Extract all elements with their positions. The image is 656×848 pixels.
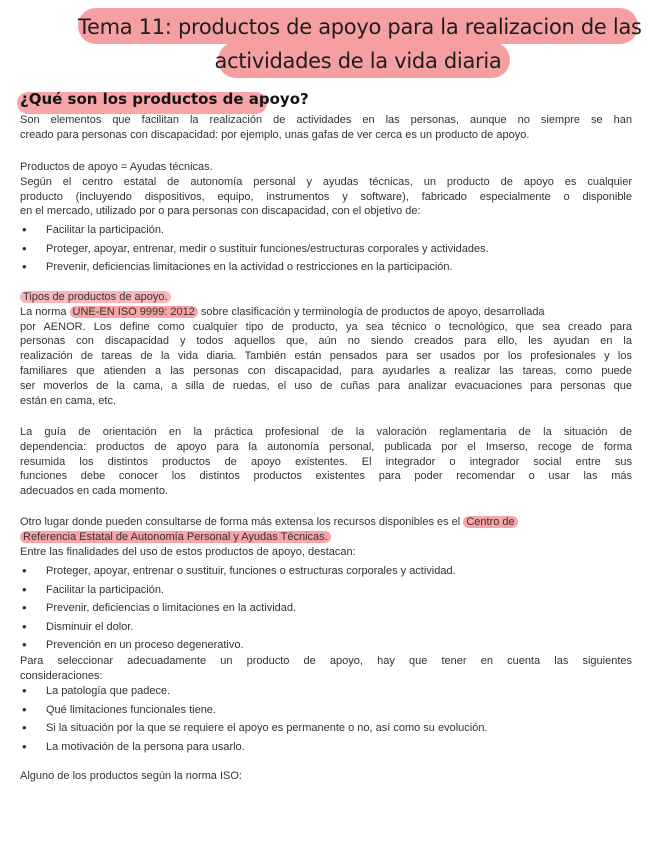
centro-highlight-2: Referencia Estatal de Autonomía Personal y Ayudas Técnicas. — [20, 531, 331, 543]
text-line: están en cama, etc. — [20, 394, 116, 407]
text-line: Según el centro estatal de autonomía personal y ayudas técnicas, un producto de apoyo es cualquier — [20, 175, 632, 188]
text-line: en el mercado, utilizado por o para personas con discapacidad, con el objetivo de: — [20, 205, 421, 218]
list-item: • Prevenir, deficiencias o limitaciones en la actividad. — [20, 599, 632, 618]
list-item: • La patología que padece. — [20, 682, 632, 701]
list-item: • Prevenir, deficiencias limitaciones en la actividad o restricciones en la participación. — [20, 258, 632, 277]
list-item: • Proteger, apoyar, entrenar, medir o sustituir funciones/estructuras corporales y actividades. — [20, 240, 632, 259]
text-line: producto (incluyendo dispositivos, equipo, instrumentos y software), fabricado especialmente o disponible — [20, 190, 632, 203]
title-block — [78, 6, 642, 84]
text-line: creado para personas con discapacidad: por ejemplo, unas gafas de ver cerca es un producto de apoyo. — [20, 128, 530, 141]
finalidades-intro: Entre las finalidades del uso de estos productos de apoyo, destacan: — [20, 545, 356, 558]
text-line: adecuados en cada momento. — [20, 485, 168, 498]
list-item: • Si la situación por la que se requiere el apoyo es permanente o no, así como su evolución. — [20, 719, 632, 738]
ayudas-paragraph — [20, 160, 632, 219]
page-title-line-1: Tema 11: productos de apoyo para la realizacion de las — [78, 15, 642, 39]
text-line: familiares que atienden a las personas con discapacidad, para ayudarles a realizar las tareas, como puede — [20, 364, 632, 377]
centro-highlight-1: Centro de — [463, 516, 517, 528]
text-span: Otro lugar donde pueden consultarse de forma más extensa los recursos disponibles es el — [20, 516, 461, 528]
text-span: sobre clasificación y terminología de productos de apoyo, desarrollada — [200, 305, 545, 318]
page-title-line-2: actividades de la vida diaria — [214, 49, 502, 73]
text-line: Son elementos que facilitan la realización de actividades en las personas, aunque no siempre se han — [20, 114, 632, 126]
closing-line: Alguno de los productos según la norma ISO: — [20, 770, 242, 782]
list-item: • Facilitar la participación. — [20, 221, 632, 240]
tipos-heading: Tipos de productos de apoyo. — [20, 291, 171, 303]
text-line: funciones debe conocer los distintos productos existentes para poder recomendar o usar las más — [20, 470, 632, 483]
norma-highlight: UNE-EN ISO 9999: 2012 — [70, 306, 198, 318]
finalidades-bullet-list — [20, 562, 632, 655]
text-line: por AENOR. Los define como cualquier tipo de producto, ya sea técnico o tecnológico, que sea creado para — [20, 320, 632, 333]
guia-paragraph — [20, 425, 632, 499]
text-span: La norma — [20, 305, 67, 318]
text-line: realización de tareas de la vida diaria. También están pensados para ser usados por los profesionales y los — [20, 350, 632, 363]
list-item: • Prevención en un proceso degenerativo. — [20, 636, 632, 655]
ayudas-bullet-list — [20, 221, 632, 277]
seleccion-paragraph — [20, 654, 632, 684]
tipos-paragraph — [20, 290, 632, 408]
section-heading: ¿Qué son los productos de apoyo? — [20, 90, 309, 108]
list-item: • Proteger, apoyar, entrenar o sustituir, funciones o estructuras corporales y actividad. — [20, 562, 632, 581]
text-line: ser moverlos de la cama, a silla de ruedas, el uso de cuñas para analizar evacuaciones para personas que — [20, 379, 632, 392]
section-heading-block — [20, 90, 309, 108]
text-line: consideraciones: — [20, 669, 103, 682]
text-line: Para seleccionar adecuadamente un producto de apoyo, hay que tener en cuenta las siguientes — [20, 655, 632, 667]
list-item: • Facilitar la participación. — [20, 581, 632, 600]
consideraciones-bullet-list — [20, 682, 632, 756]
list-item: • Disminuir el dolor. — [20, 618, 632, 637]
intro-paragraph — [20, 113, 632, 143]
text-line: La guía de orientación en la práctica profesional de la valoración reglamentaria de la situación de — [20, 426, 632, 438]
list-item: • La motivación de la persona para usarlo. — [20, 738, 632, 757]
text-line: personas con discapacidad y todos aquellos que, aún no siendo creados para ello, les ayudan en la — [20, 335, 632, 348]
list-item: • Qué limitaciones funcionales tiene. — [20, 701, 632, 720]
text-line: resumida los distintos productos de apoyo existentes. El integrador o integrador social entre sus — [20, 455, 632, 468]
otro-paragraph — [20, 515, 632, 559]
text-line: dependencia: productos de apoyo para la autonomía personal, publicada por el Imserso, recoge de forma — [20, 440, 632, 453]
ayudas-heading: Productos de apoyo = Ayudas técnicas. — [20, 161, 213, 173]
